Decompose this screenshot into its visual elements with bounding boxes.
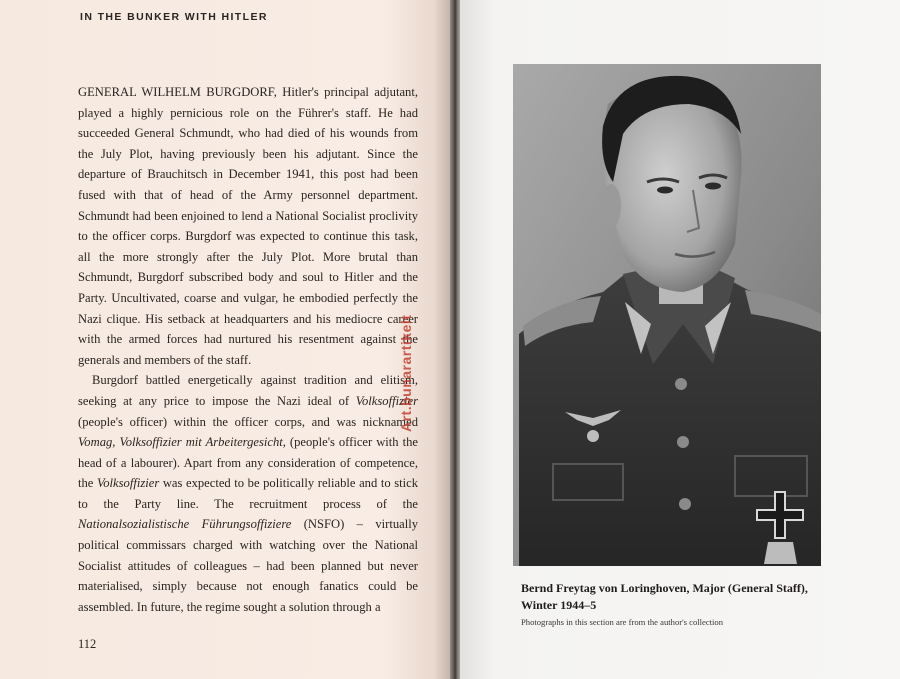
p2-italic-f: Volksoffizier bbox=[96, 476, 160, 491]
photo-caption-note: Photographs in this section are from the author's collection bbox=[521, 617, 724, 627]
p2-italic-b: Volksoffizier bbox=[355, 393, 418, 408]
photo-caption-title: Bernd Freytag von Loringhoven, Major (General Staff), Winter 1944–5 bbox=[521, 581, 808, 612]
watermark-stamp: Art.bunarartikelt bbox=[398, 314, 414, 432]
p2-italic-d: Vomag, Volksoffizier mit Arbeitergesicht, bbox=[78, 435, 286, 450]
p2-italic-h: Nationalsozialistische Führungsoffiziere bbox=[78, 517, 292, 532]
p2-text-a: Burgdorf battled energetically against tradition and elitism, seeking at any price to impose the Nazi ideal of bbox=[78, 373, 418, 408]
body-text bbox=[78, 82, 418, 617]
page-number: 112 bbox=[78, 637, 97, 651]
p2-text-i: (NSFO) – virtually political commissars charged with watching over the National Socialist attitudes of colleagues – had been planned but never materialised, simply because not enough fanatics could be assembled. In future, the regime sought a solution through a bbox=[78, 517, 418, 614]
p2-text-g: was expected to be politically reliable and to stick to the Party line. The recruitment process of the bbox=[78, 476, 418, 511]
paragraph-1: GENERAL WILHELM BURGDORF, Hitler's principal adjutant, played a highly pernicious role on the Führer's staff. He had succeeded General Schmundt, who had died of his wounds from the July Plot, having previously been his adjutant. Since the departure of Brauchitsch in December 1941, this post had been fused with that of head of the Army personnel department. Schmundt had been enjoined to lend a National Socialist proclivity to the officer corps. Burgdorf was expected to continue this task, all the more strongly after the July Plot. More brutal than Schmundt, Burgdorf subscribed body and soul to Hitler and the Party. Uncultivated, coarse and vulgar, he embodied perfectly the Nazi clique. His setback at headquarters and his mediocre career with the armed forces had nurtured his resentment against the generals and members of the staff. bbox=[78, 85, 418, 367]
p2-text-e: (people's officer with the head of a labourer). Apart from any consideration of competence, the bbox=[78, 435, 418, 491]
paragraph-2 bbox=[78, 370, 418, 617]
running-head: IN THE BUNKER WITH HITLER bbox=[80, 11, 268, 23]
portrait-illustration bbox=[513, 64, 821, 566]
portrait-photo bbox=[513, 64, 821, 566]
p2-text-c: (people's officer) within the officer corps, and was nicknamed bbox=[78, 414, 418, 429]
